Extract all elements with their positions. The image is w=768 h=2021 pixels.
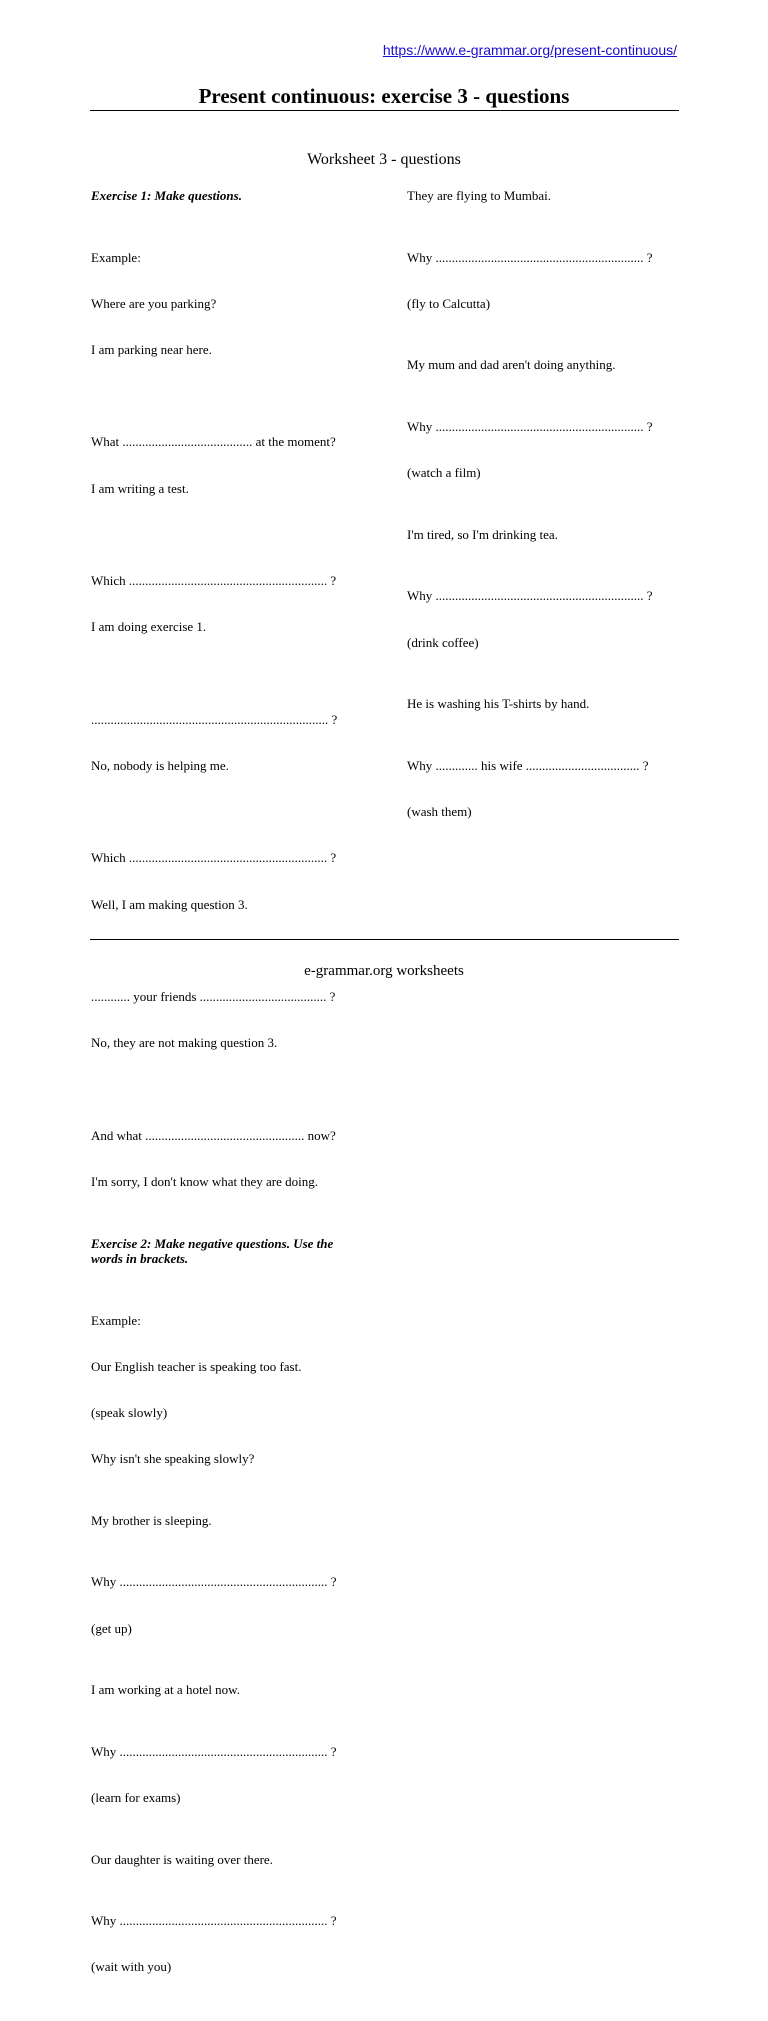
question-prompt: Why ................................................................ ? — [91, 1574, 337, 1590]
hint-text: (learn for exams) — [91, 1790, 181, 1806]
hint-text: (wash them) — [407, 804, 472, 820]
exercise-1-item — [91, 820, 371, 943]
hint-text: (watch a film) — [407, 465, 481, 481]
answer-text: No, they are not making question 3. — [91, 1035, 278, 1051]
example-question: Why isn't she speaking slowly? — [91, 1451, 255, 1467]
exercise-2-example — [91, 1282, 371, 1498]
exercise-2-item — [407, 219, 687, 342]
exercise-1-heading: Exercise 1: Make questions. — [91, 188, 242, 203]
answer-text: No, nobody is helping me. — [91, 757, 229, 773]
exercise-1-item — [91, 542, 371, 665]
source-url-link[interactable]: https://www.e-grammar.org/present-continuous/ — [382, 42, 677, 58]
statement-text: They are flying to Mumbai. — [407, 188, 552, 203]
left-column — [91, 188, 371, 2021]
question-prompt: Why ............. his wife ................................... ? — [407, 757, 649, 773]
question-prompt: Why ................................................................ ? — [91, 1743, 337, 1759]
exercise-2-item — [407, 558, 687, 681]
exercise-1-example — [91, 219, 371, 388]
example-answer: I am parking near here. — [91, 342, 212, 358]
example-label: Example: — [91, 249, 141, 265]
hint-text: (get up) — [91, 1620, 132, 1636]
question-prompt: ......................................................................... ? — [91, 711, 338, 727]
exercise-1-item — [91, 404, 371, 527]
answer-text: I am writing a test. — [91, 480, 189, 496]
statement-text: He is washing his T-shirts by hand. — [407, 696, 590, 712]
question-prompt: Why ................................................................ ? — [407, 249, 653, 265]
question-prompt: ............ your friends ....................................... ? — [91, 989, 336, 1005]
question-prompt: Which ............................................................. ? — [91, 573, 337, 589]
example-statement: Our English teacher is speaking too fast. — [91, 1358, 302, 1374]
example-label: Example: — [91, 1312, 141, 1328]
exercise-2-item — [407, 388, 687, 511]
worksheet-subtitle: Worksheet 3 - questions — [307, 151, 461, 168]
hint-text: (fly to Calcutta) — [407, 295, 491, 311]
answer-text: I'm sorry, I don't know what they are doing. — [91, 1173, 318, 1189]
question-prompt: And what ................................................. now? — [91, 1127, 336, 1143]
statement-text: My brother is sleeping. — [91, 1512, 212, 1528]
example-hint: (speak slowly) — [91, 1404, 168, 1420]
question-prompt: Why ................................................................ ? — [91, 1913, 337, 1929]
exercise-2-item — [91, 1882, 371, 2005]
exercise-2-item — [91, 1544, 371, 1667]
footer-divider — [90, 939, 679, 940]
title-divider — [90, 110, 679, 111]
exercise-1-item — [91, 1097, 371, 1220]
exercise-1-item — [91, 681, 371, 804]
right-column — [407, 188, 687, 866]
page-title: Present continuous: exercise 3 - questions — [198, 84, 570, 108]
page-footer: e-grammar.org worksheets — [304, 963, 464, 979]
question-prompt: Which ............................................................. ? — [91, 850, 337, 866]
statement-text: Our daughter is waiting over there. — [91, 1851, 273, 1867]
answer-text: I am doing exercise 1. — [91, 619, 207, 635]
question-prompt: Why ................................................................ ? — [407, 419, 653, 435]
statement-text: I am working at a hotel now. — [91, 1682, 240, 1698]
exercise-2-heading: Exercise 2: Make negative questions. Use the words in brackets. — [91, 1235, 334, 1266]
statement-text: My mum and dad aren't doing anything. — [407, 357, 616, 373]
exercise-2-item — [91, 1713, 371, 1836]
question-prompt: What ........................................ at the moment? — [91, 434, 336, 450]
example-question: Where are you parking? — [91, 295, 217, 311]
exercise-2-item — [407, 727, 687, 850]
hint-text: (wait with you) — [91, 1959, 172, 1975]
statement-text: I'm tired, so I'm drinking tea. — [407, 526, 558, 542]
hint-text: (drink coffee) — [407, 634, 479, 650]
answer-text: Well, I am making question 3. — [91, 896, 248, 912]
question-prompt: Why ................................................................ ? — [407, 588, 653, 604]
